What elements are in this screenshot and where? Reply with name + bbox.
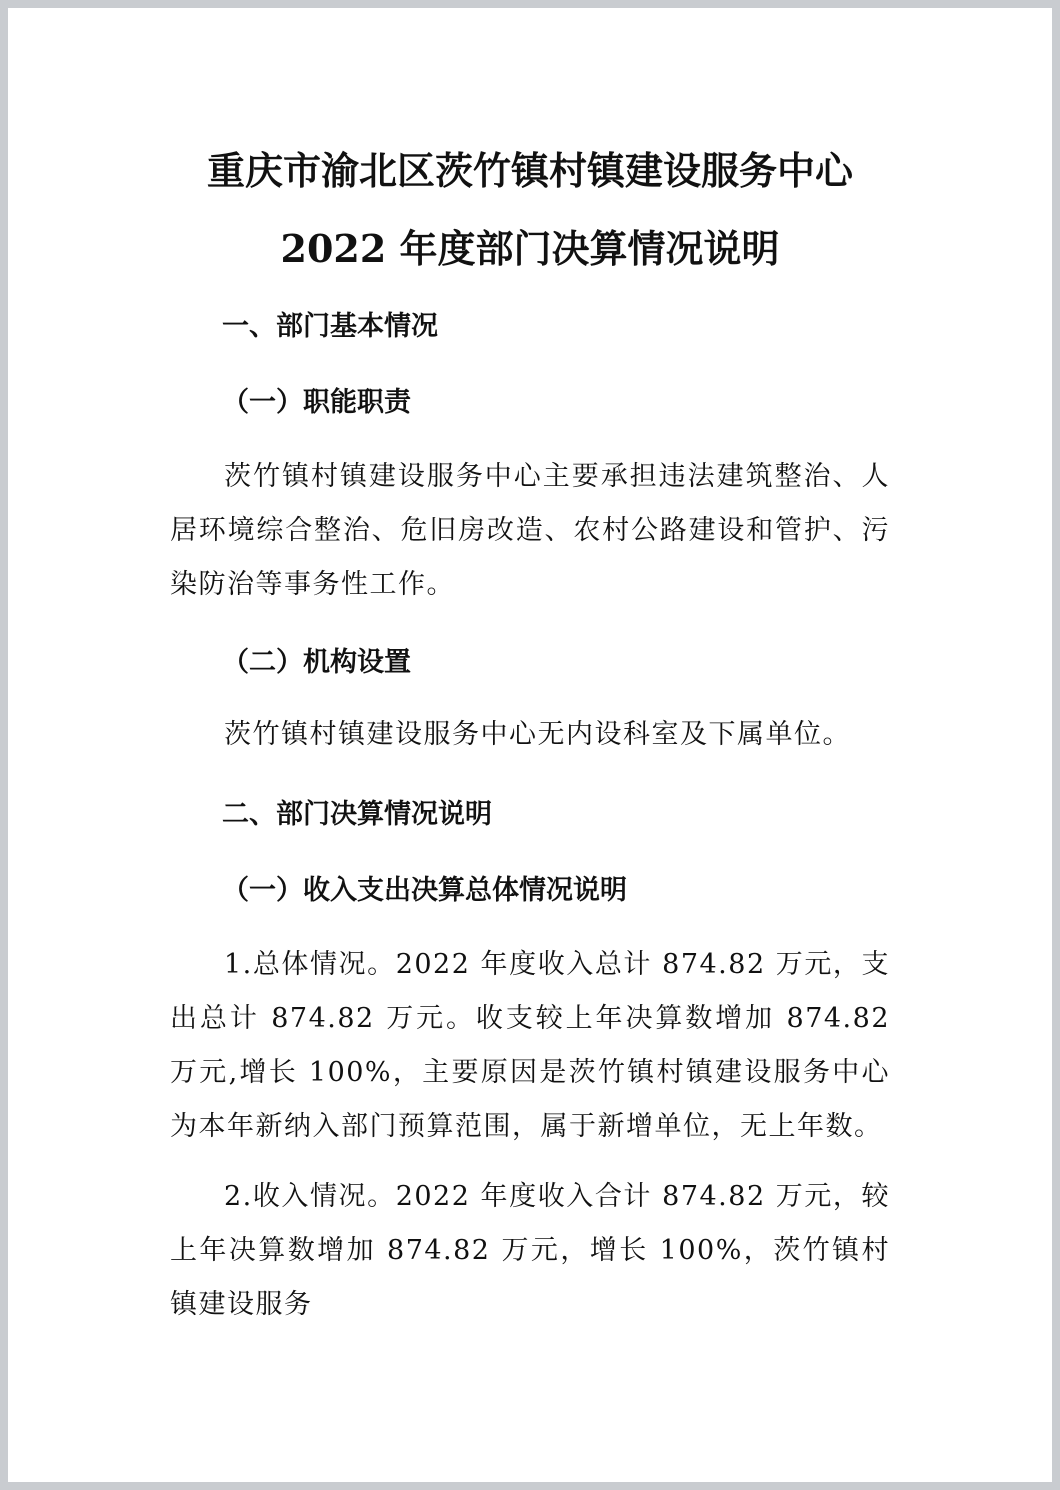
document-title-line1: 重庆市渝北区茨竹镇村镇建设服务中心 bbox=[206, 148, 853, 193]
subheading-income-expense-overview: （一）收入支出决算总体情况说明 bbox=[222, 875, 627, 906]
section-heading-final-accounts: 二、部门决算情况说明 bbox=[222, 799, 492, 830]
document-title-line2: 2022 年度部门决算情况说明 bbox=[280, 226, 780, 271]
paragraph-overall-situation: 1.总体情况。2022 年度收入总计 874.82 万元，支出总计 874.82 万元。收支较上年决算数增加 874.82 万元,增长 100%，主要原因是茨竹镇村镇建设服务中心为本年新纳入部门预算范围，属于新增单位，无上年数。 bbox=[170, 949, 890, 1142]
paragraph-functions: 茨竹镇村镇建设服务中心主要承担违法建筑整治、人居环境综合整治、危旧房改造、农村公路建设和管护、污染防治等事务性工作。 bbox=[170, 461, 890, 600]
subheading-organization: （二）机构设置 bbox=[222, 647, 411, 678]
paragraph-income-situation: 2.收入情况。2022 年度收入合计 874.82 万元，较上年决算数增加 874.82 万元，增长 100%，茨竹镇村镇建设服务 bbox=[170, 1181, 890, 1320]
subheading-functions: （一）职能职责 bbox=[222, 387, 411, 418]
section-heading-basic-info: 一、部门基本情况 bbox=[222, 311, 438, 342]
paragraph-organization: 茨竹镇村镇建设服务中心无内设科室及下属单位。 bbox=[224, 719, 851, 750]
